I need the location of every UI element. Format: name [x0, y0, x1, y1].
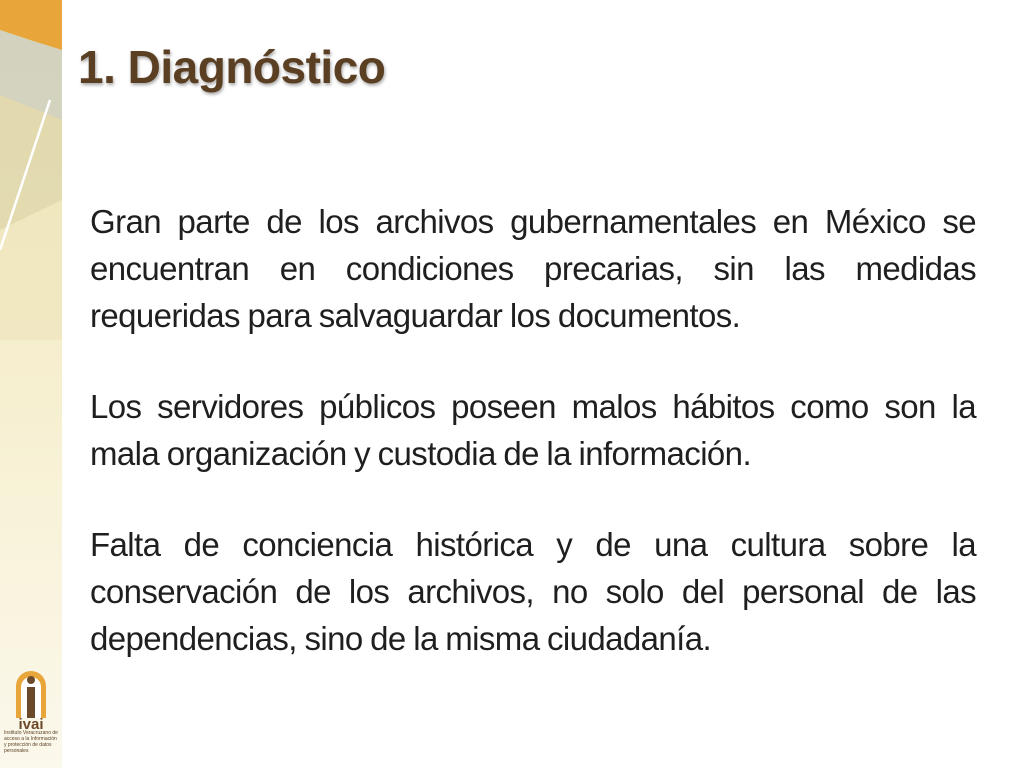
paragraph-3: Falta de conciencia histórica y de una cultura sobre la conservación de los archivos, no solo del personal de las dependencias, sino de la misma ciudadanía.: [90, 526, 976, 657]
logo-stem: [27, 687, 35, 718]
logo-tagline: Instituto Veracruzano de acceso a la Información y protección de datos personales: [4, 730, 58, 754]
decorative-sidebar: [0, 0, 62, 768]
logo-wordmark: ivai: [18, 716, 44, 733]
paragraph-1: Gran parte de los archivos gubernamentales en México se encuentran en condiciones precarias, sin las medidas requeridas para salvaguardar los documentos.: [90, 203, 976, 334]
logo-dot: [27, 676, 35, 684]
decorative-shapes: [0, 0, 62, 340]
slide-title: 1. Diagnóstico: [78, 41, 386, 93]
slide-body: [90, 198, 976, 706]
paragraph-2: Los servidores públicos poseen malos hábitos como son la mala organización y custodia de la información.: [90, 388, 976, 472]
